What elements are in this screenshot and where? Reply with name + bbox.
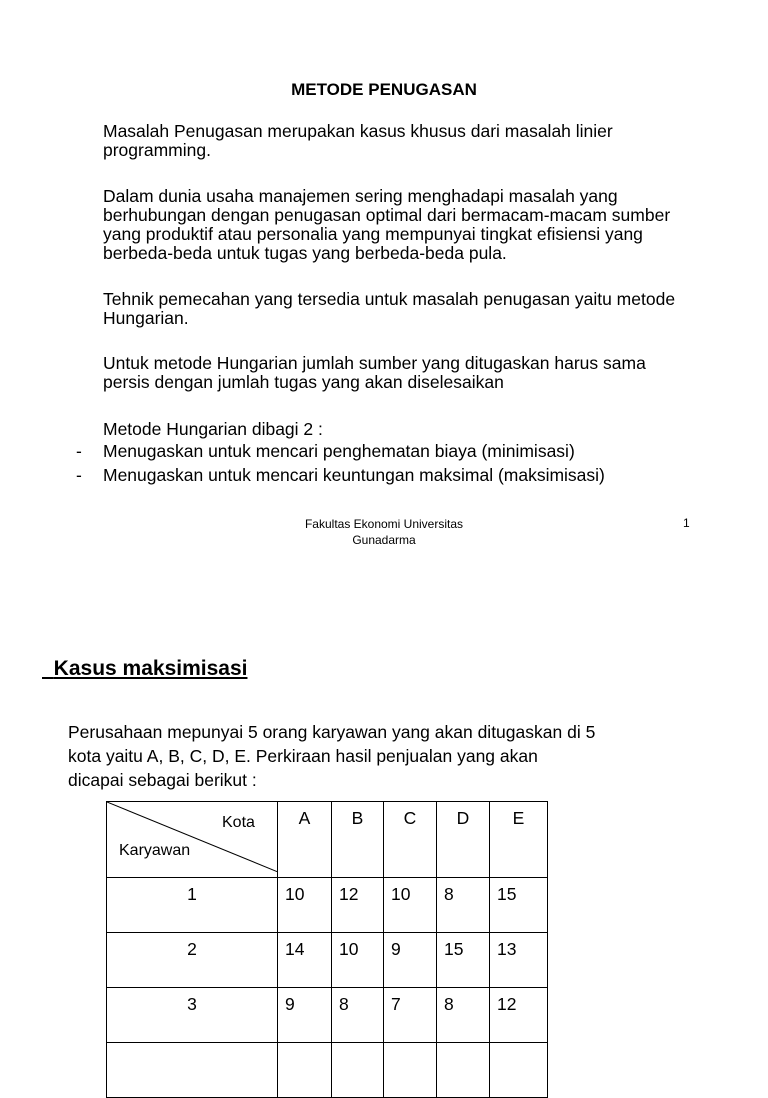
table-cell: 15 — [490, 878, 548, 933]
table-row — [107, 933, 548, 988]
diagonal-divider — [107, 802, 278, 872]
intro-line-2: kota yaitu A, B, C, D, E. Perkiraan hasil penjualan yang akan — [68, 746, 538, 766]
paragraph-requirement: Untuk metode Hungarian jumlah sumber yang ditugaskan harus sama persis dengan jumlah tugas yang akan diselesaikan — [103, 353, 646, 392]
table-cell: 12 — [490, 988, 548, 1043]
bullet-item-maksimisasi — [76, 466, 716, 485]
row-label: 3 — [107, 988, 278, 1043]
table-cell: 10 — [384, 878, 437, 933]
footer-line-2: Gunadarma — [352, 533, 416, 547]
sales-table — [106, 801, 548, 1098]
table-cell: 9 — [278, 988, 332, 1043]
table-cell — [490, 1043, 548, 1098]
column-header: D — [437, 802, 490, 878]
page-title: METODE PENUGASAN — [291, 80, 477, 99]
table-cell: 13 — [490, 933, 548, 988]
paragraph-types-intro: Metode Hungarian dibagi 2 : — [103, 419, 323, 439]
table-cell — [332, 1043, 384, 1098]
paragraph-technique: Tehnik pemecahan yang tersedia untuk masalah penugasan yaitu metode Hungarian. — [103, 289, 676, 328]
table-cell: 10 — [332, 933, 384, 988]
column-header: A — [278, 802, 332, 878]
table-cell: 12 — [332, 878, 384, 933]
slide-footer — [294, 516, 474, 548]
paragraph-context: Dalam dunia usaha manajemen sering menghadapi masalah yang berhubungan dengan penugasan optimal dari bermacam-macam sumber yang produktif atau personalia yang mempunyai tingkat efisiensi yang berbeda-beda untuk tugas yang berbeda-beda pula. — [103, 186, 671, 263]
column-axis-label: Kota — [222, 814, 255, 831]
column-header: E — [490, 802, 548, 878]
row-label — [107, 1043, 278, 1098]
bullet-text: Menugaskan untuk mencari keuntungan maksimal (maksimisasi) — [103, 465, 605, 485]
bullet-item-minimisasi — [76, 442, 716, 461]
column-header: B — [332, 802, 384, 878]
table-cell: 7 — [384, 988, 437, 1043]
table-row-partial — [107, 1043, 548, 1098]
table-cell — [437, 1043, 490, 1098]
table-cell: 8 — [437, 988, 490, 1043]
row-axis-label: Karyawan — [119, 842, 191, 859]
table-cell: 10 — [278, 878, 332, 933]
row-label: 1 — [107, 878, 278, 933]
intro-line-1: Perusahaan mepunyai 5 orang karyawan yang akan ditugaskan di 5 — [68, 722, 596, 742]
table-cell — [384, 1043, 437, 1098]
section-heading — [42, 656, 247, 682]
table-cell: 8 — [437, 878, 490, 933]
table-corner-cell — [107, 802, 278, 878]
table-cell — [278, 1043, 332, 1098]
table-cell: 15 — [437, 933, 490, 988]
intro-line-3: dicapai sebagai berikut : — [68, 770, 257, 790]
footer-line-1: Fakultas Ekonomi Universitas — [304, 517, 464, 531]
slide-2 — [0, 600, 768, 1024]
table-row — [107, 988, 548, 1043]
column-header: C — [384, 802, 437, 878]
paragraph-definition: Masalah Penugasan merupakan kasus khusus dari masalah linier programming. — [103, 121, 613, 160]
bullet-marker: - — [76, 465, 82, 485]
intro-paragraph — [68, 720, 688, 792]
page-number: 1 — [683, 516, 690, 530]
table-row — [107, 878, 548, 933]
table-cell: 14 — [278, 933, 332, 988]
table-header-row — [107, 802, 548, 878]
bullet-marker: - — [76, 441, 82, 461]
section-heading-text: Kasus maksimisasi — [53, 657, 248, 680]
table-cell: 8 — [332, 988, 384, 1043]
bullet-text: Menugaskan untuk mencari penghematan biaya (minimisasi) — [103, 441, 575, 461]
table-cell: 9 — [384, 933, 437, 988]
row-label: 2 — [107, 933, 278, 988]
